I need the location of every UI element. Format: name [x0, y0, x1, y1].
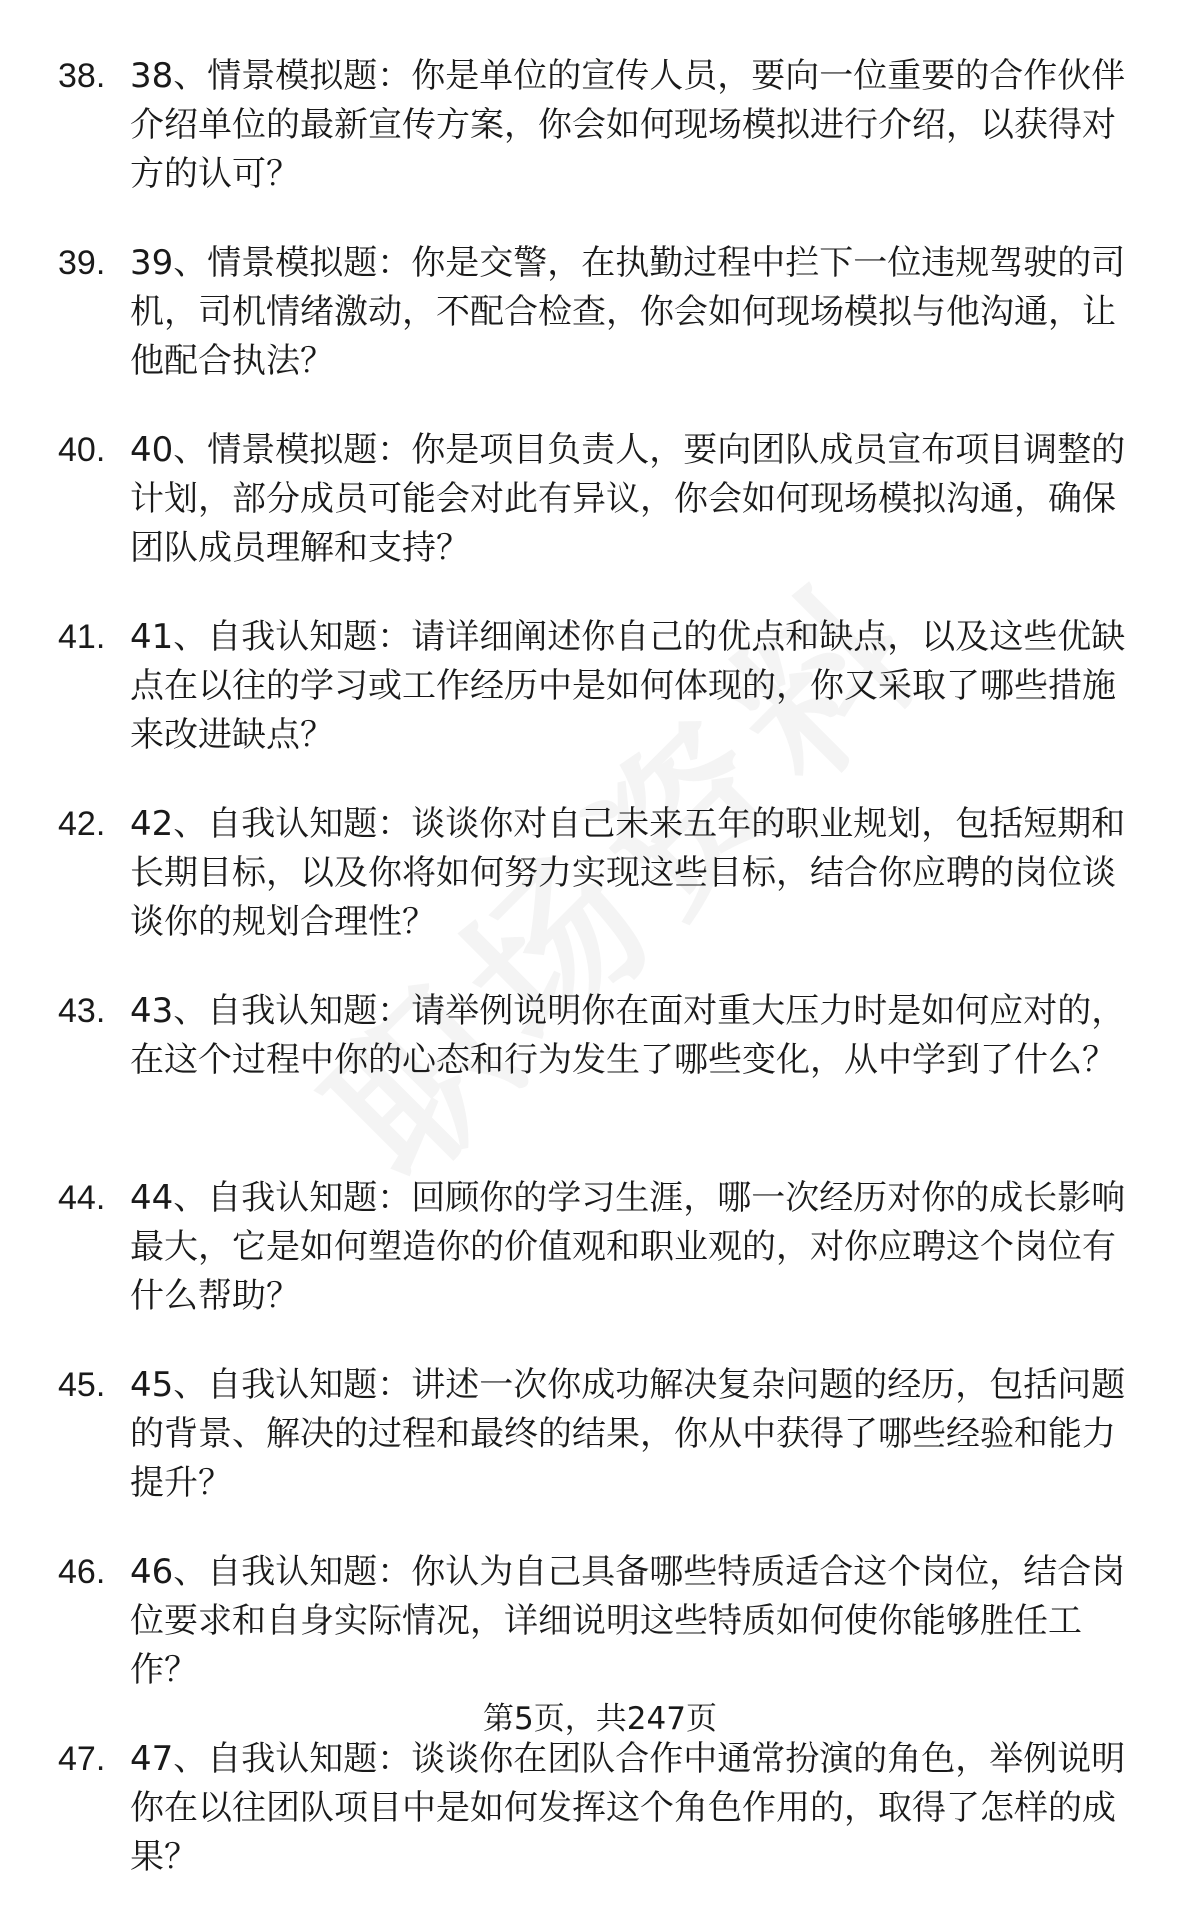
list-item	[0, 426, 1200, 573]
item-number: 43.	[58, 992, 106, 1030]
item-number: 42.	[58, 805, 106, 843]
question-text: 40、情景模拟题：你是项目负责人，要向团队成员宣布项目调整的计划，部分成员可能会对此有异议，你会如何现场模拟沟通，确保团队成员理解和支持？	[130, 430, 1126, 568]
list-item	[0, 1361, 1200, 1508]
question-text: 44、自我认知题：回顾你的学习生涯，哪一次经历对你的成长影响最大，它是如何塑造你的价值观和职业观的，对你应聘这个岗位有什么帮助？	[130, 1178, 1126, 1316]
list-item	[0, 1174, 1200, 1321]
list-item	[0, 1548, 1200, 1695]
item-number: 40.	[58, 431, 106, 469]
question-text: 46、自我认知题：你认为自己具备哪些特质适合这个岗位，结合岗位要求和自身实际情况，详细说明这些特质如何使你能够胜任工作？	[130, 1552, 1126, 1690]
list-item	[0, 1735, 1200, 1882]
question-text: 43、自我认知题：请举例说明你在面对重大压力时是如何应对的，在这个过程中你的心态和行为发生了哪些变化，从中学到了什么？	[130, 991, 1126, 1080]
question-text: 45、自我认知题：讲述一次你成功解决复杂问题的经历，包括问题的背景、解决的过程和最终的结果，你从中获得了哪些经验和能力提升？	[130, 1365, 1126, 1503]
item-number: 41.	[58, 618, 106, 656]
list-item	[0, 800, 1200, 947]
item-number: 44.	[58, 1179, 106, 1217]
list-item	[0, 613, 1200, 760]
question-text: 42、自我认知题：谈谈你对自己未来五年的职业规划，包括短期和长期目标，以及你将如何努力实现这些目标，结合你应聘的岗位谈谈你的规划合理性？	[130, 804, 1126, 942]
list-item	[0, 987, 1200, 1134]
list-item	[0, 239, 1200, 386]
question-text: 47、自我认知题：谈谈你在团队合作中通常扮演的角色，举例说明你在以往团队项目中是如何发挥这个角色作用的，取得了怎样的成果？	[130, 1739, 1126, 1877]
item-number: 45.	[58, 1366, 106, 1404]
question-list	[0, 52, 1200, 1922]
question-text: 39、情景模拟题：你是交警，在执勤过程中拦下一位违规驾驶的司机，司机情绪激动，不配合检查，你会如何现场模拟与他沟通，让他配合执法？	[130, 243, 1126, 381]
question-text: 38、情景模拟题：你是单位的宣传人员，要向一位重要的合作伙伴介绍单位的最新宣传方案，你会如何现场模拟进行介绍，以获得对方的认可？	[130, 56, 1126, 194]
item-number: 39.	[58, 244, 106, 282]
list-item	[0, 52, 1200, 199]
item-number: 47.	[58, 1740, 106, 1778]
item-number: 38.	[58, 57, 106, 95]
page-number: 第5页，共247页	[483, 1701, 717, 1737]
item-number: 46.	[58, 1553, 106, 1591]
question-text: 41、自我认知题：请详细阐述你自己的优点和缺点，以及这些优缺点在以往的学习或工作经历中是如何体现的，你又采取了哪些措施来改进缺点？	[130, 617, 1126, 755]
